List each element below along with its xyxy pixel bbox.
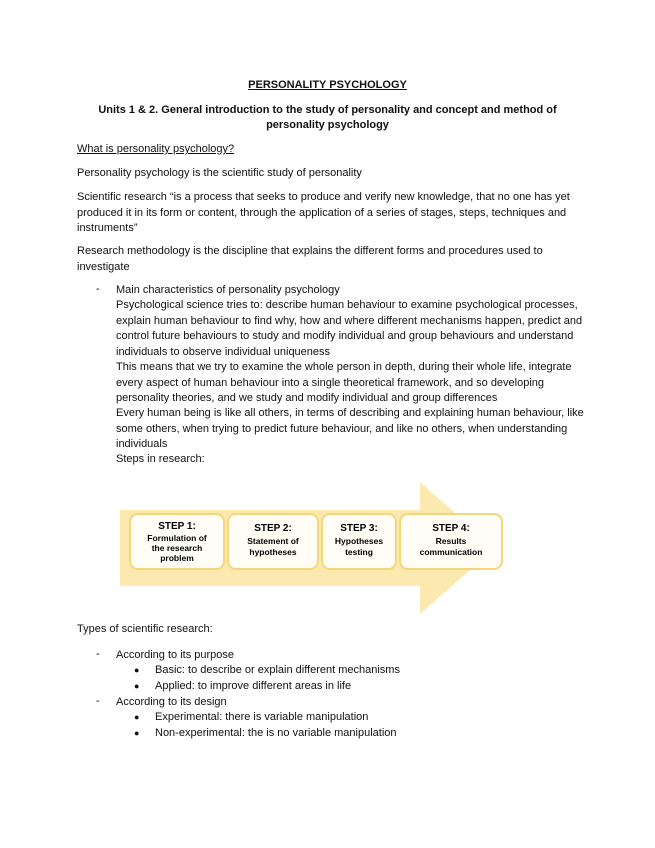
- list-item-text: Non-experimental: the is no variable manipulation: [155, 727, 397, 739]
- list-item-text: Basic: to describe or explain different mechanisms: [155, 664, 400, 676]
- list-item-text: Experimental: there is variable manipulation: [155, 711, 369, 723]
- step-1-line: problem: [160, 553, 194, 563]
- step-4-line: communication: [419, 547, 483, 557]
- list-dash: -: [96, 695, 100, 707]
- types-heading: Types of scientific research:: [77, 623, 213, 635]
- step-4-label: STEP 4:: [432, 523, 470, 534]
- bullet-icon: ●: [134, 728, 140, 738]
- bullet-icon: ●: [134, 665, 140, 675]
- paragraph-scientific-research: Scientific research “is a process that seeks to produce and verify new knowledge, that no one has yet produced it in its form or content, through the application of a series of stages, steps, techniques and instruments”: [77, 191, 570, 234]
- list-dash: -: [96, 283, 100, 295]
- bullet-icon: ●: [134, 681, 140, 691]
- step-2-line: Statement of: [247, 536, 299, 546]
- list-item-text: This means that we try to examine the whole person in depth, during their whole life, integrate every aspect of human behaviour into a single theoretical framework, and so developing personality theories, and we study and modify individual and group differences: [116, 361, 572, 404]
- paragraph-definition: Personality psychology is the scientific study of personality: [77, 167, 362, 179]
- step-2-box: [228, 514, 318, 569]
- document-title: PERSONALITY PSYCHOLOGY: [248, 79, 407, 91]
- step-3-box: [322, 514, 396, 569]
- step-1-box: [130, 514, 224, 569]
- step-4-line: Results: [435, 536, 467, 546]
- paragraph-research-methodology: Research methodology is the discipline that explains the different forms and procedures used to investigate: [77, 245, 543, 273]
- list-dash: -: [96, 648, 100, 660]
- list-item-head: According to its design: [116, 696, 227, 708]
- list-item-text: Psychological science tries to: describe human behaviour to examine psychological processes, explain human behaviour to find why, how and where different mechanisms happen, predict and control future behaviours to study and modify individual and group behaviours and understand individuals to observe individual uniqueness: [116, 299, 583, 358]
- step-2-label: STEP 2:: [254, 523, 292, 534]
- step-3-label: STEP 3:: [340, 523, 378, 534]
- step-3-line: Hypotheses: [334, 536, 384, 546]
- step-1-line: the research: [151, 543, 203, 553]
- document-subtitle: Units 1 & 2. General introduction to the study of personality and concept and method of personality psychology: [98, 104, 557, 131]
- section-heading: What is personality psychology?: [77, 143, 235, 155]
- list-item-head: According to its purpose: [116, 649, 235, 661]
- list-item-text: Every human being is like all others, in terms of describing and explaining human behaviour, like some others, when trying to predict future behaviour, and like no others, when understanding individuals: [116, 407, 584, 450]
- step-3-line: testing: [345, 547, 373, 557]
- step-1-line: Formulation of: [147, 533, 207, 543]
- step-1-label: STEP 1:: [158, 521, 196, 532]
- list-item-text: Steps in research:: [116, 453, 205, 465]
- step-2-line: hypotheses: [249, 547, 297, 557]
- step-4-box: [400, 514, 502, 569]
- steps-diagram: [120, 482, 520, 614]
- list-item-text: Applied: to improve different areas in life: [155, 680, 352, 692]
- list-item-head: Main characteristics of personality psychology: [116, 284, 340, 296]
- bullet-icon: ●: [134, 712, 140, 722]
